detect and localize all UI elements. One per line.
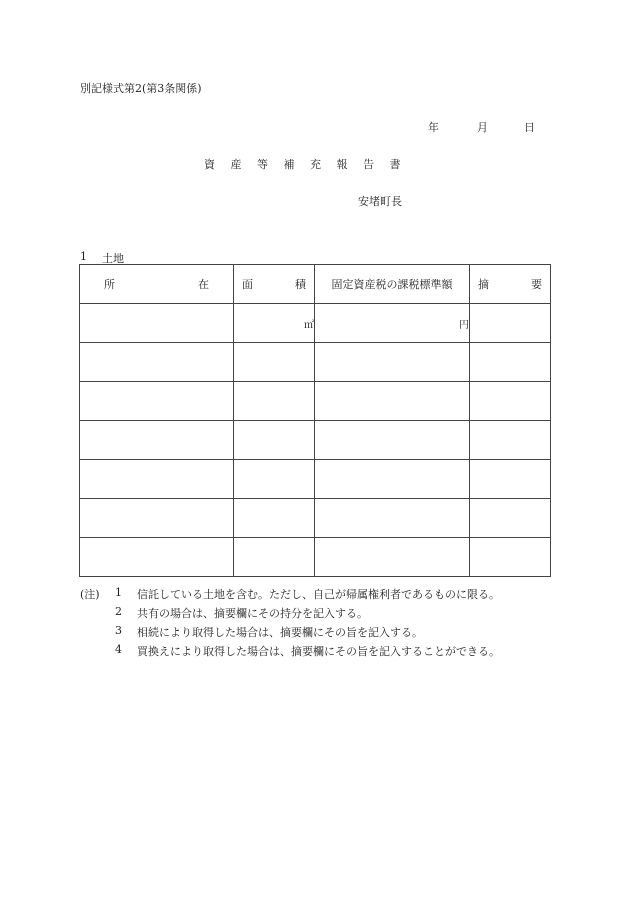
table-header-row bbox=[80, 265, 551, 304]
note-number: 4 bbox=[115, 643, 122, 656]
month-label: 月 bbox=[477, 121, 488, 134]
location-cell[interactable] bbox=[80, 499, 234, 538]
tax-base-cell[interactable] bbox=[315, 421, 470, 460]
note-text: 相続により取得した場合は、摘要欄にその旨を記入する。 bbox=[137, 626, 423, 639]
remarks-cell[interactable] bbox=[470, 460, 551, 499]
table-row bbox=[80, 304, 551, 343]
note-number: 2 bbox=[115, 605, 122, 618]
area-cell[interactable] bbox=[234, 382, 315, 421]
remarks-cell[interactable] bbox=[470, 499, 551, 538]
location-cell[interactable] bbox=[80, 382, 234, 421]
remarks-cell[interactable] bbox=[470, 538, 551, 577]
area-cell[interactable] bbox=[234, 499, 315, 538]
tax-base-cell[interactable] bbox=[315, 304, 470, 343]
remarks-cell[interactable] bbox=[470, 343, 551, 382]
notes-prefix: (注) bbox=[80, 588, 100, 601]
note-number: 1 bbox=[115, 586, 122, 599]
header-remarks: 摘 要 bbox=[470, 265, 551, 304]
table-row bbox=[80, 343, 551, 382]
area-cell[interactable] bbox=[234, 538, 315, 577]
tax-base-cell[interactable] bbox=[315, 382, 470, 421]
land-table bbox=[79, 264, 551, 577]
remarks-cell[interactable] bbox=[470, 382, 551, 421]
year-label: 年 bbox=[428, 121, 439, 134]
table-row bbox=[80, 382, 551, 421]
location-cell[interactable] bbox=[80, 343, 234, 382]
note-text: 買換えにより取得した場合は、摘要欄にその旨を記入することができる。 bbox=[137, 645, 500, 658]
area-cell[interactable] bbox=[234, 304, 315, 343]
remarks-cell[interactable] bbox=[470, 304, 551, 343]
location-cell[interactable] bbox=[80, 538, 234, 577]
table-row bbox=[80, 499, 551, 538]
header-tax-base: 固定資産税の課税標準額 bbox=[315, 265, 470, 304]
area-cell[interactable] bbox=[234, 343, 315, 382]
tax-base-cell[interactable] bbox=[315, 460, 470, 499]
area-unit: ㎡ bbox=[304, 319, 314, 331]
table-row bbox=[80, 538, 551, 577]
table-row bbox=[80, 460, 551, 499]
addressee: 安堵町長 bbox=[358, 195, 402, 208]
table-row bbox=[80, 421, 551, 460]
header-area: 面 積 bbox=[234, 265, 315, 304]
section-title: 土地 bbox=[102, 252, 124, 265]
tax-base-cell[interactable] bbox=[315, 499, 470, 538]
note-number: 3 bbox=[115, 624, 122, 637]
form-label: 別記様式第2(第3条関係) bbox=[80, 82, 202, 95]
remarks-cell[interactable] bbox=[470, 421, 551, 460]
location-cell[interactable] bbox=[80, 421, 234, 460]
header-location: 所 在 bbox=[80, 265, 234, 304]
section-number: 1 bbox=[80, 250, 87, 263]
tax-base-cell[interactable] bbox=[315, 343, 470, 382]
tax-base-cell[interactable] bbox=[315, 538, 470, 577]
day-label: 日 bbox=[524, 121, 535, 134]
location-cell[interactable] bbox=[80, 460, 234, 499]
document-title: 資産等補充報告書 bbox=[204, 158, 416, 171]
location-cell[interactable] bbox=[80, 304, 234, 343]
note-text: 共有の場合は、摘要欄にその持分を記入する。 bbox=[137, 607, 368, 620]
area-cell[interactable] bbox=[234, 421, 315, 460]
yen-unit: 円 bbox=[459, 319, 469, 331]
note-text: 信託している土地を含む。ただし、自己が帰属権利者であるものに限る。 bbox=[137, 588, 500, 601]
area-cell[interactable] bbox=[234, 460, 315, 499]
